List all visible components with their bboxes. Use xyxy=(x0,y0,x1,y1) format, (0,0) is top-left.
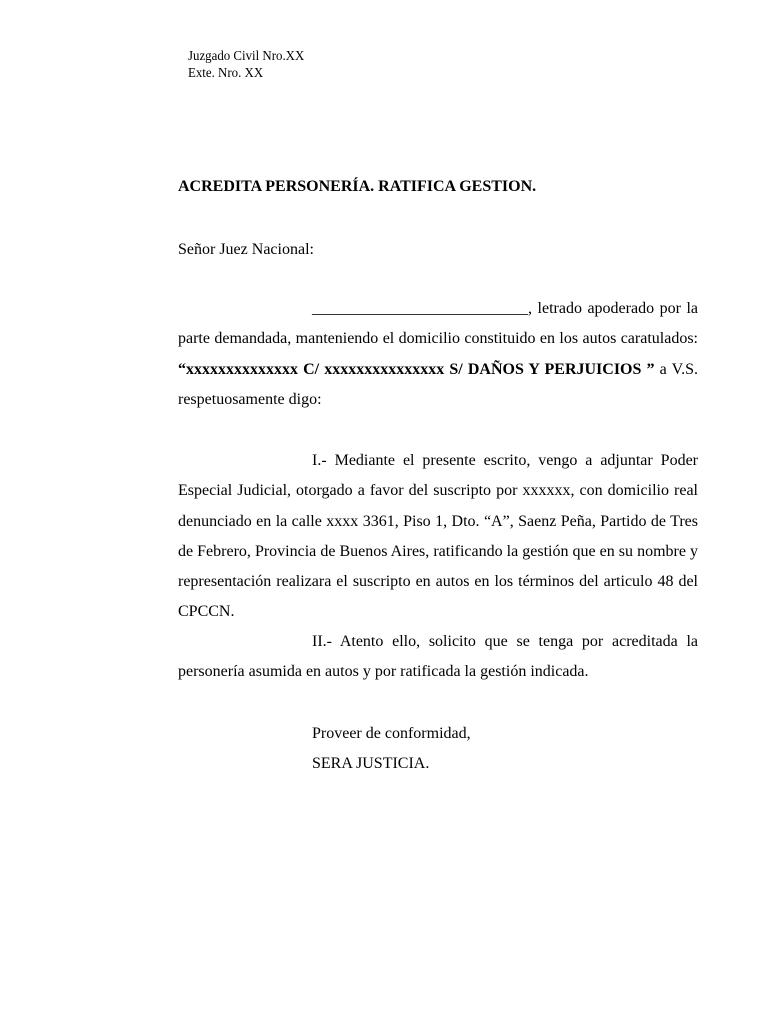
document-title: ACREDITA PERSONERÍA. RATIFICA GESTION. xyxy=(178,178,537,195)
intro-closing-text: a V.S. respetuosamente digo: xyxy=(178,360,699,408)
file-number: Exte. Nro. XX xyxy=(188,66,264,81)
case-name: “xxxxxxxxxxxxxx C/ xxxxxxxxxxxxxxx S/ DAÑOS Y PERJUICIOS ” xyxy=(178,360,655,378)
closing-line-2: SERA JUSTICIA. xyxy=(312,755,430,773)
document-header xyxy=(188,48,304,82)
signature-blank: ___________________________ xyxy=(312,300,528,317)
closing-block xyxy=(312,719,471,780)
intro-text: , letrado apoderado por la parte demandada, manteniendo el domicilio constituido en los autos caratulados: xyxy=(178,300,698,348)
paragraph-two: II.- Atento ello, solicito que se tenga por acreditada la personería asumida en autos y por ratificada la gestión indicada. xyxy=(178,633,698,681)
salutation: Señor Juez Nacional: xyxy=(178,241,314,258)
closing-line-1: Proveer de conformidad, xyxy=(312,725,471,742)
court-name: Juzgado Civil Nro.XX xyxy=(188,49,305,64)
paragraph-one: I.- Mediante el presente escrito, vengo a adjuntar Poder Especial Judicial, otorgado a favor del suscripto por xxxxxx, con domicilio real denunciado en la calle xxxx 3361, Piso 1, Dto. “A”, Saenz Peña, Partido de Tres de Febrero, Provincia de Buenos Aires, ratificando la gestión que en su nombre y representación realizara el suscripto en autos en los términos del articulo 48 del CPCCN. xyxy=(178,452,698,621)
paragraph-intro xyxy=(178,294,698,415)
